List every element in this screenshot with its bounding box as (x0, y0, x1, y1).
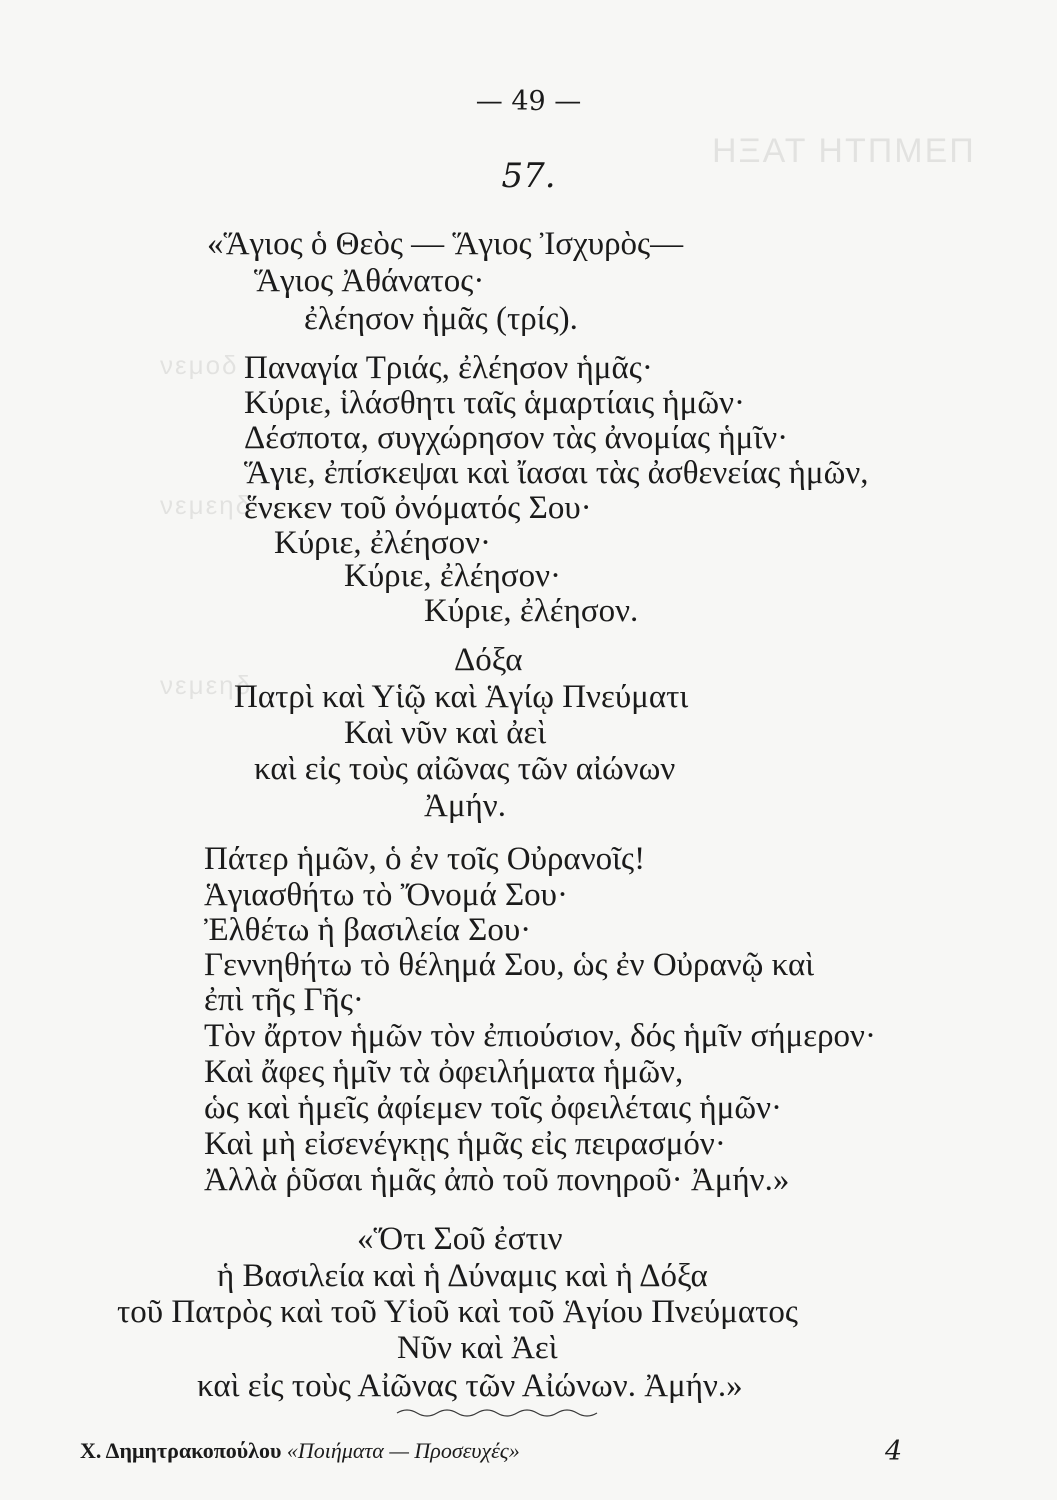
prayer-line: Ἀμήν. (424, 788, 506, 824)
prayer-line: Ἁγιασθήτω τὸ Ὄνομά Σου· (204, 877, 569, 913)
prayer-line: ὡς καὶ ἡμεῖς ἀφίεμεν τοῖς ὀφειλέταις ἡμῶν· (204, 1090, 783, 1126)
footer-author: Χ. Δημητρακοπούλου (80, 1438, 282, 1463)
prayer-line: καὶ εἰς τοὺς αἰῶνας τῶν αἰώνων (254, 751, 676, 787)
prayer-line: Τὸν ἄρτον ἡμῶν τὸν ἐπιούσιον, δός ἡμῖν σήμερον· (204, 1018, 876, 1054)
prayer-line: Παναγία Τριάς, ἐλέησον ἡμᾶς· (244, 350, 653, 386)
prayer-line: Κύριε, ἐλέησον. (424, 593, 639, 629)
prayer-line: ἕνεκεν τοῦ ὀνόματός Σου· (244, 490, 592, 526)
prayer-line: Κύριε, ἱλάσθητι ταῖς ἁμαρτίαις ἡμῶν· (244, 385, 745, 421)
bleed-through-text: ΗΞΑΤ ΗΤΠΜΕΠ (712, 132, 976, 170)
prayer-line: Νῦν καὶ Ἀεὶ (397, 1330, 558, 1366)
page-number: — 49 — (475, 86, 582, 117)
signature-mark: 4 (885, 1436, 903, 1467)
prayer-line: Πάτερ ἡμῶν, ὁ ἐν τοῖς Οὐρανοῖς! (204, 841, 646, 877)
bleed-through-text: νεμοδ (160, 350, 239, 380)
prayer-line: Δέσποτα, συγχώρησον τὰς ἀνομίας ἡμῖν· (244, 420, 789, 456)
prayer-line: Ἀλλὰ ῥῦσαι ἡμᾶς ἀπὸ τοῦ πονηροῦ· Ἀμήν.» (204, 1162, 790, 1198)
prayer-line: τοῦ Πατρὸς καὶ τοῦ Υἱοῦ καὶ τοῦ Ἁγίου Πνεύματος (117, 1294, 798, 1330)
prayer-line: καὶ εἰς τοὺς Αἰῶνας τῶν Αἰώνων. Ἀμήν.» (197, 1368, 743, 1404)
book-footer (80, 1438, 910, 1464)
prayer-line: Ἅγιε, ἐπίσκεψαι καὶ ἴασαι τὰς ἀσθενείας ἡμῶν, (244, 455, 869, 491)
prayer-line: Δόξα (454, 642, 523, 678)
prayer-line: Κύριε, ἐλέησον· (274, 525, 492, 561)
prayer-line: ἐπὶ τῆς Γῆς· (204, 982, 364, 1018)
bleed-through-text: νεμεηδ (160, 490, 253, 520)
prayer-line: Καὶ ἄφες ἡμῖν τὰ ὀφειλήματα ἡμῶν, (204, 1054, 684, 1090)
prayer-line: Πατρὶ καὶ Υἱῷ καὶ Ἁγίῳ Πνεύματι (234, 679, 689, 715)
bleed-through-text: νεμεηδ (160, 670, 253, 700)
decorative-divider (395, 1404, 605, 1422)
prayer-line: Γεννηθήτω τὸ θέλημά Σου, ὡς ἐν Οὐρανῷ καὶ (204, 947, 815, 983)
prayer-line: Ἐλθέτω ἡ βασιλεία Σου· (204, 912, 532, 948)
prayer-line: ἐλέησον ἡμᾶς (τρίς). (304, 301, 578, 337)
prayer-line: Κύριε, ἐλέησον· (344, 558, 562, 594)
prayer-line: «Ὅτι Σοῦ ἐστιν (357, 1221, 563, 1257)
prayer-line: Καὶ μὴ εἰσενέγκῃς ἡμᾶς εἰς πειρασμόν· (204, 1126, 726, 1162)
prayer-line: Καὶ νῦν καὶ ἀεὶ (344, 715, 547, 751)
prayer-line: «Ἅγιος ὁ Θεὸς — Ἅγιος Ἰσχυρὸς— (207, 226, 684, 262)
prayer-line: Ἅγιος Ἀθάνατος· (254, 263, 485, 299)
prayer-line: ἡ Βασιλεία καὶ ἡ Δύναμις καὶ ἡ Δόξα (217, 1258, 708, 1294)
section-number: 57. (501, 156, 556, 196)
footer-title: «Ποιήματα — Προσευχές» (286, 1438, 520, 1463)
